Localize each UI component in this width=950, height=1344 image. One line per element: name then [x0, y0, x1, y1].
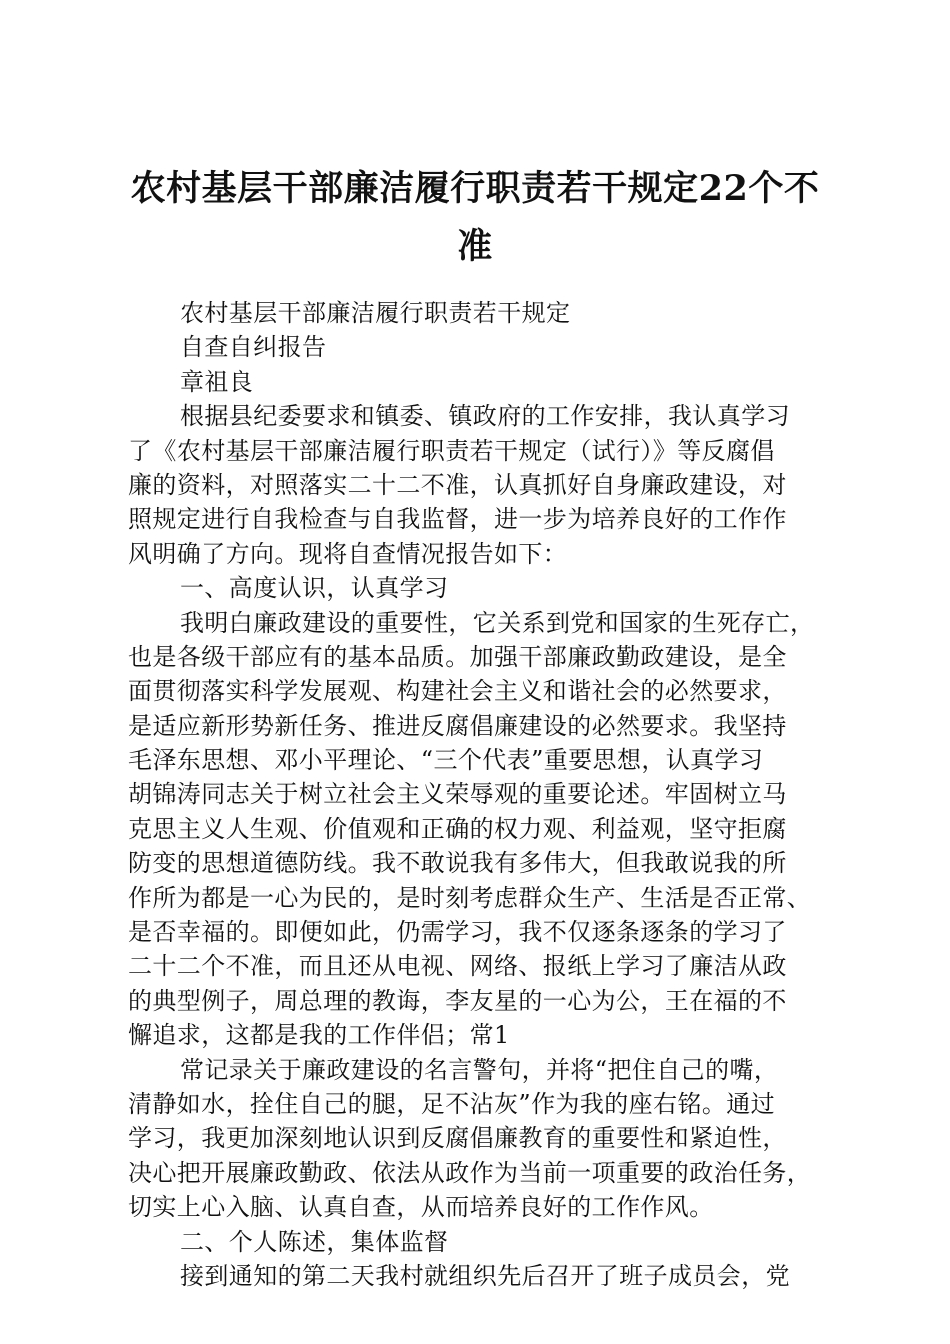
text-line: 是适应新形势新任务、推进反腐倡廉建设的必然要求。我坚持 — [128, 711, 787, 740]
text-line: 二十二个不准，而且还从电视、网络、报纸上学习了廉洁从政 — [128, 952, 787, 981]
text-line: 二、个人陈述，集体监督 — [180, 1227, 449, 1256]
title-line-2: 准 — [457, 226, 493, 267]
text-line: 的典型例子，周总理的教诲，李友星的一心为公，王在福的不 — [128, 986, 787, 1015]
text-line: 决心把开展廉政勤政、依法从政作为当前一项重要的政治任务， — [128, 1158, 812, 1187]
text-line: 常记录关于廉政建设的名言警句，并将“把住自己的嘴， — [180, 1055, 779, 1084]
text-line: 是否幸福的。即便如此，仍需学习，我不仅逐条逐条的学习了 — [128, 918, 787, 947]
text-line: 学习，我更加深刻地认识到反腐倡廉教育的重要性和紧迫性， — [128, 1124, 787, 1153]
text-line: 接到通知的第二天我村就组织先后召开了班子成员会，党 — [180, 1261, 790, 1290]
text-line: 胡锦涛同志关于树立社会主义荣辱观的重要论述。牢固树立马 — [128, 780, 787, 809]
text-line: 自查自纠报告 — [180, 333, 327, 362]
text-line: 我明白廉政建设的重要性，它关系到党和国家的生死存亡， — [180, 608, 815, 637]
text-line: 克思主义人生观、价值观和正确的权力观、利益观，坚守拒腐 — [128, 814, 787, 843]
text-line: 切实上心入脑、认真自查，从而培养良好的工作作风。 — [128, 1193, 714, 1222]
document-title — [110, 160, 840, 276]
text-line: 毛泽东思想、邓小平理论、“三个代表”重要思想，认真学习 — [128, 746, 764, 775]
text-line: 了《农村基层干部廉洁履行职责若干规定（试行）》等反腐倡 — [128, 436, 775, 465]
text-line: 防变的思想道德防线。我不敢说我有多伟大，但我敢说我的所 — [128, 849, 787, 878]
document-body — [128, 296, 828, 1293]
text-line: 也是各级干部应有的基本品质。加强干部廉政勤政建设，是全 — [128, 642, 787, 671]
text-line: 章祖良 — [180, 367, 254, 396]
text-line: 风明确了方向。现将自查情况报告如下： — [128, 539, 568, 568]
text-line: 面贯彻落实科学发展观、构建社会主义和谐社会的必然要求， — [128, 677, 787, 706]
text-line: 廉的资料，对照落实二十二不准，认真抓好自身廉政建设，对 — [128, 470, 787, 499]
text-line: 根据县纪委要求和镇委、镇政府的工作安排，我认真学习 — [180, 402, 790, 431]
text-line: 作所为都是一心为民的，是时刻考虑群众生产、生活是否正常、 — [128, 883, 812, 912]
text-line: 懈追求，这都是我的工作伴侣；常1 — [128, 1021, 510, 1050]
title-line-1: 农村基层干部廉洁履行职责若干规定22个不 — [130, 168, 820, 209]
text-line: 农村基层干部廉洁履行职责若干规定 — [180, 299, 571, 327]
text-line: 一、高度认识，认真学习 — [180, 574, 449, 603]
text-line: 照规定进行自我检查与自我监督，进一步为培养良好的工作作 — [128, 505, 787, 534]
text-line: 清静如水，拴住自己的腿，足不沾灰”作为我的座右铭。通过 — [128, 1089, 776, 1118]
